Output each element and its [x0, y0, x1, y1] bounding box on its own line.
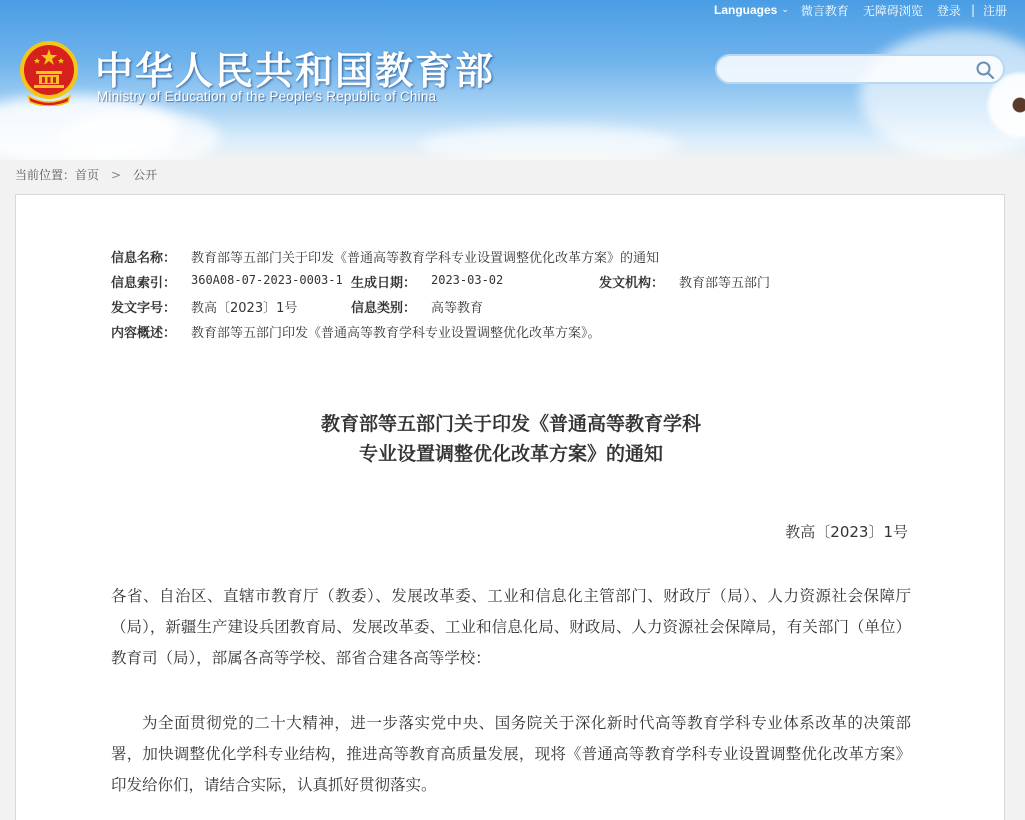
meta-summary-label: 内容概述： — [111, 326, 177, 341]
meta-org-label: 发文机构： — [599, 276, 665, 291]
breadcrumb-arrow-icon: > — [111, 167, 122, 182]
meta-date-label: 生成日期： — [351, 276, 417, 291]
document-number: 教高〔2023〕1号 — [785, 523, 908, 541]
register-link[interactable]: 注册 — [982, 3, 1007, 18]
nav-separator: | — [970, 3, 975, 17]
meta-org-value: 教育部等五部门 — [679, 276, 771, 291]
meta-category-label: 信息类别： — [351, 301, 417, 316]
search-box — [715, 54, 1005, 84]
breadcrumb-home-link[interactable]: 首页 — [75, 168, 100, 182]
breadcrumb — [15, 166, 157, 183]
weibo-link[interactable]: 微言教育 — [800, 3, 849, 18]
accessibility-link[interactable]: 无障碍浏览 — [862, 3, 923, 18]
meta-docno-value: 教高〔2023〕1号 — [191, 301, 298, 316]
breadcrumb-current-link[interactable]: 公开 — [133, 168, 158, 182]
national-emblem-icon[interactable] — [18, 38, 80, 106]
chevron-down-icon[interactable]: ⌄ — [781, 5, 789, 15]
meta-date-value: 2023-03-02 — [431, 273, 504, 287]
meta-index-value: 360A08-07-2023-0003-1 — [191, 273, 343, 287]
document-title — [16, 409, 1006, 469]
meta-index-label: 信息索引： — [111, 276, 177, 291]
content-card — [15, 194, 1005, 820]
search-icon[interactable] — [975, 60, 995, 80]
body-paragraph: 为全面贯彻党的二十大精神，进一步落实党中央、国务院关于深化新时代高等教育学科专业体系改革的决策部署，加快调整优化学科专业结构，推进高等教育高质量发展，现将《普通高等教育学科专业设置调整优化改革方案》印发给你们，请结合实际，认真抓好贯彻落实。 — [111, 714, 911, 794]
site-header — [0, 0, 1025, 160]
search-input[interactable] — [729, 56, 979, 82]
meta-category-value: 高等教育 — [431, 301, 484, 316]
meta-summary-value: 教育部等五部门印发《普通高等教育学科专业设置调整优化改革方案》。 — [191, 326, 601, 341]
site-subtitle: Ministry of Education of the People's Republic of China — [97, 89, 437, 104]
top-navigation — [714, 1, 1007, 19]
site-title[interactable]: 中华人民共和国教育部 — [95, 49, 496, 93]
document-title-line-1: 教育部等五部门关于印发《普通高等教育学科 — [320, 413, 701, 435]
document-title-line-2: 专业设置调整优化改革方案》的通知 — [358, 443, 663, 465]
meta-name-label: 信息名称： — [111, 251, 177, 266]
languages-menu[interactable]: Languages — [713, 3, 778, 17]
meta-name-value: 教育部等五部门关于印发《普通高等教育学科专业设置调整优化改革方案》的通知 — [191, 251, 660, 266]
cloud-decoration — [60, 110, 220, 160]
recipients-paragraph: 各省、自治区、直辖市教育厅（教委）、发展改革委、工业和信息化主管部门、财政厅（局）、人力资源社会保障厅（局），新疆生产建设兵团教育局、发展改革委、工业和信息化局、财政局、人力资源社会保障局，有关部门（单位）教育司（局），部属各高等学校、部省合建各高等学校： — [111, 587, 911, 667]
breadcrumb-label: 当前位置： — [15, 168, 76, 182]
meta-docno-label: 发文字号： — [111, 301, 177, 316]
cloud-decoration — [420, 125, 680, 160]
login-link[interactable]: 登录 — [936, 3, 961, 18]
